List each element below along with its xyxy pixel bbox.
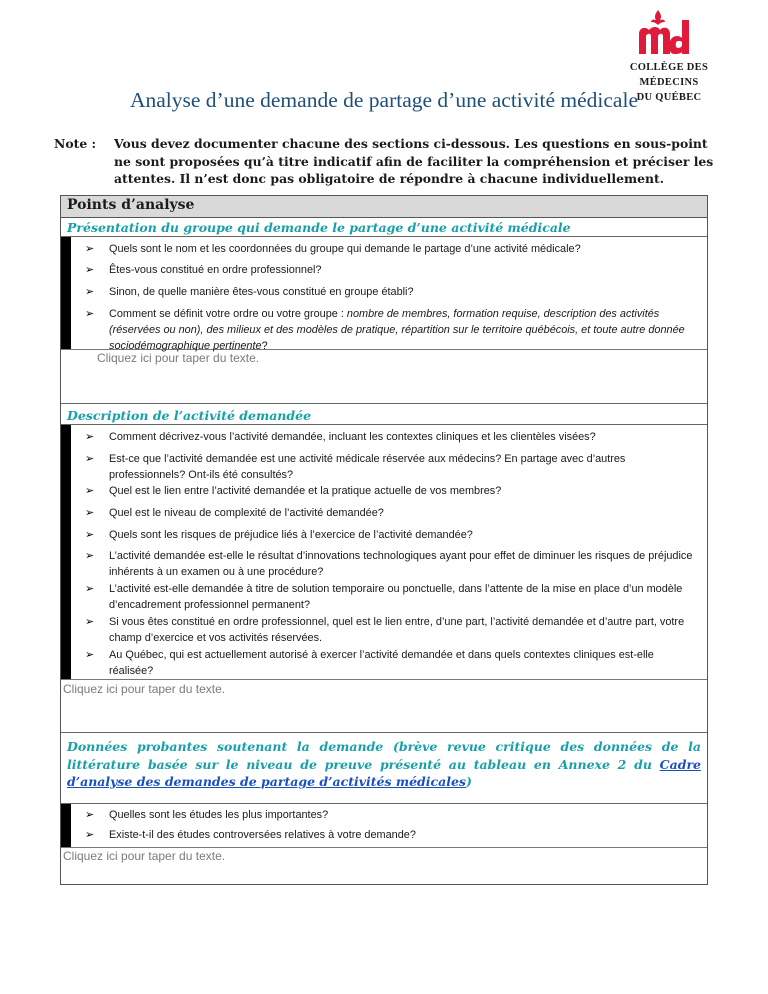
section-3-answer-field[interactable] [61,847,707,884]
section-3-items [61,804,707,848]
section-1-items [61,237,707,350]
section-bar [61,425,71,679]
bullet-arrow-icon: ➢ [85,507,95,519]
section-2-answer-field[interactable] [61,679,707,733]
list-item: Est-ce que l’activité demandée est une activité médicale réservée aux médecins? En partage avec d’autres professionnels? Ont-ils été consultés? [109,453,626,481]
list-item: Quel est le niveau de complexité de l’activité demandée? [109,507,384,519]
section-bar [61,804,71,847]
logo-line-1: COLLÈGE DES MÉDECINS [629,62,709,88]
answer-placeholder[interactable]: Cliquez ici pour taper du texte. [63,849,226,863]
cadre-analyse-link[interactable]: Cadre d’analyse des demandes de partage d’activités médicales [67,756,701,789]
answer-placeholder[interactable]: Cliquez ici pour taper du texte. [97,351,260,365]
list-item: Comment décrivez-vous l’activité demandée, incluant les contextes cliniques et les clientèles visées? [109,431,596,443]
section-2-title-row [61,404,707,425]
section-1-answer-field[interactable] [61,349,707,404]
section-2-items [61,425,707,680]
bullet-arrow-icon: ➢ [85,529,95,541]
list-item: Si vous êtes constitué en ordre professionnel, quel est le lien entre, d’une part, l’activité demandée et d’autre part, votre champ d’exercice et vos activités réservées. [109,616,685,644]
bullet-arrow-icon: ➢ [85,243,95,255]
table-header-label: Points d’analyse [67,197,195,213]
bullet-arrow-icon: ➢ [85,550,95,562]
analysis-table [60,195,708,885]
list-item: Quels sont les risques de préjudice liés à l’exercice de l’activité demandée? [109,529,473,541]
bullet-arrow-icon: ➢ [85,583,95,595]
list-item: Existe-t-il des études controversées relatives à votre demande? [109,829,416,841]
bullet-arrow-icon: ➢ [85,485,95,497]
list-item: Comment se définit votre ordre ou votre groupe : nombre de membres, formation requise, description des activités (réservées ou non), des milieux et des modèles de pratique, répartition sur le territoire québécois, et toute autre donnée sociodémographique pertinente? [109,308,685,352]
bullet-arrow-icon: ➢ [85,308,95,320]
list-item: Êtes-vous constitué en ordre professionnel? [109,264,322,276]
list-item: Au Québec, qui est actuellement autorisé à exercer l’activité demandée et dans quels contextes cliniques est-elle réalisée? [109,649,654,677]
bullet-arrow-icon: ➢ [85,616,95,628]
note-text: Vous devez documenter chacune des sections ci-dessous. Les questions en sous-point ne sont proposées qu’à titre indicatif afin de faciliter la compréhension et préciser les attentes. Il n’est donc pas obligatoire de répondre à chacune individuellement. [114,136,714,186]
bullet-arrow-icon: ➢ [85,649,95,661]
answer-placeholder[interactable]: Cliquez ici pour taper du texte. [63,682,226,696]
bullet-arrow-icon: ➢ [85,431,95,443]
section-1-title-row [61,218,707,237]
cmq-logo-icon [637,8,703,60]
note-label: Note : [54,136,97,151]
list-item: Quel est le lien entre l’activité demandée et la pratique actuelle de vos membres? [109,485,502,497]
bullet-arrow-icon: ➢ [85,829,95,841]
page-title: Analyse d’une demande de partage d’une activité médicale [129,88,638,112]
list-item: L’activité est-elle demandée à titre de solution temporaire ou ponctuelle, dans l’attente de la mise en place d’un modèle d’encadrement professionnel permanent? [109,583,683,611]
table-header [61,196,707,218]
section-3-title-row [61,733,707,804]
bullet-arrow-icon: ➢ [85,264,95,276]
section-bar [61,237,71,349]
list-item: Sinon, de quelle manière êtes-vous constitué en groupe établi? [109,286,414,298]
bullet-arrow-icon: ➢ [85,286,95,298]
list-item: L’activité demandée est-elle le résultat d’innovations technologiques ayant pour effet de diminuer les risques de préjudice inhérents à un examen ou à une procédure? [109,550,693,578]
bullet-arrow-icon: ➢ [85,809,95,821]
section-2-title: Description de l’activité demandée [67,408,312,423]
logo-line-2: DU QUÉBEC [636,92,702,103]
bullet-arrow-icon: ➢ [85,453,95,465]
section-3-title: Données probantes soutenant la demande (brève revue critique des données de la littérature basée sur le niveau de preuve présenté au tableau en Annexe 2 du Cadre d’analyse des demandes de partage d’activités médicales) [67,739,701,789]
list-item: Quels sont le nom et les coordonnées du groupe qui demande le partage d’une activité médicale? [109,243,581,255]
list-item: Quelles sont les études les plus importantes? [109,809,329,821]
section-1-title: Présentation du groupe qui demande le partage d’une activité médicale [67,220,571,235]
